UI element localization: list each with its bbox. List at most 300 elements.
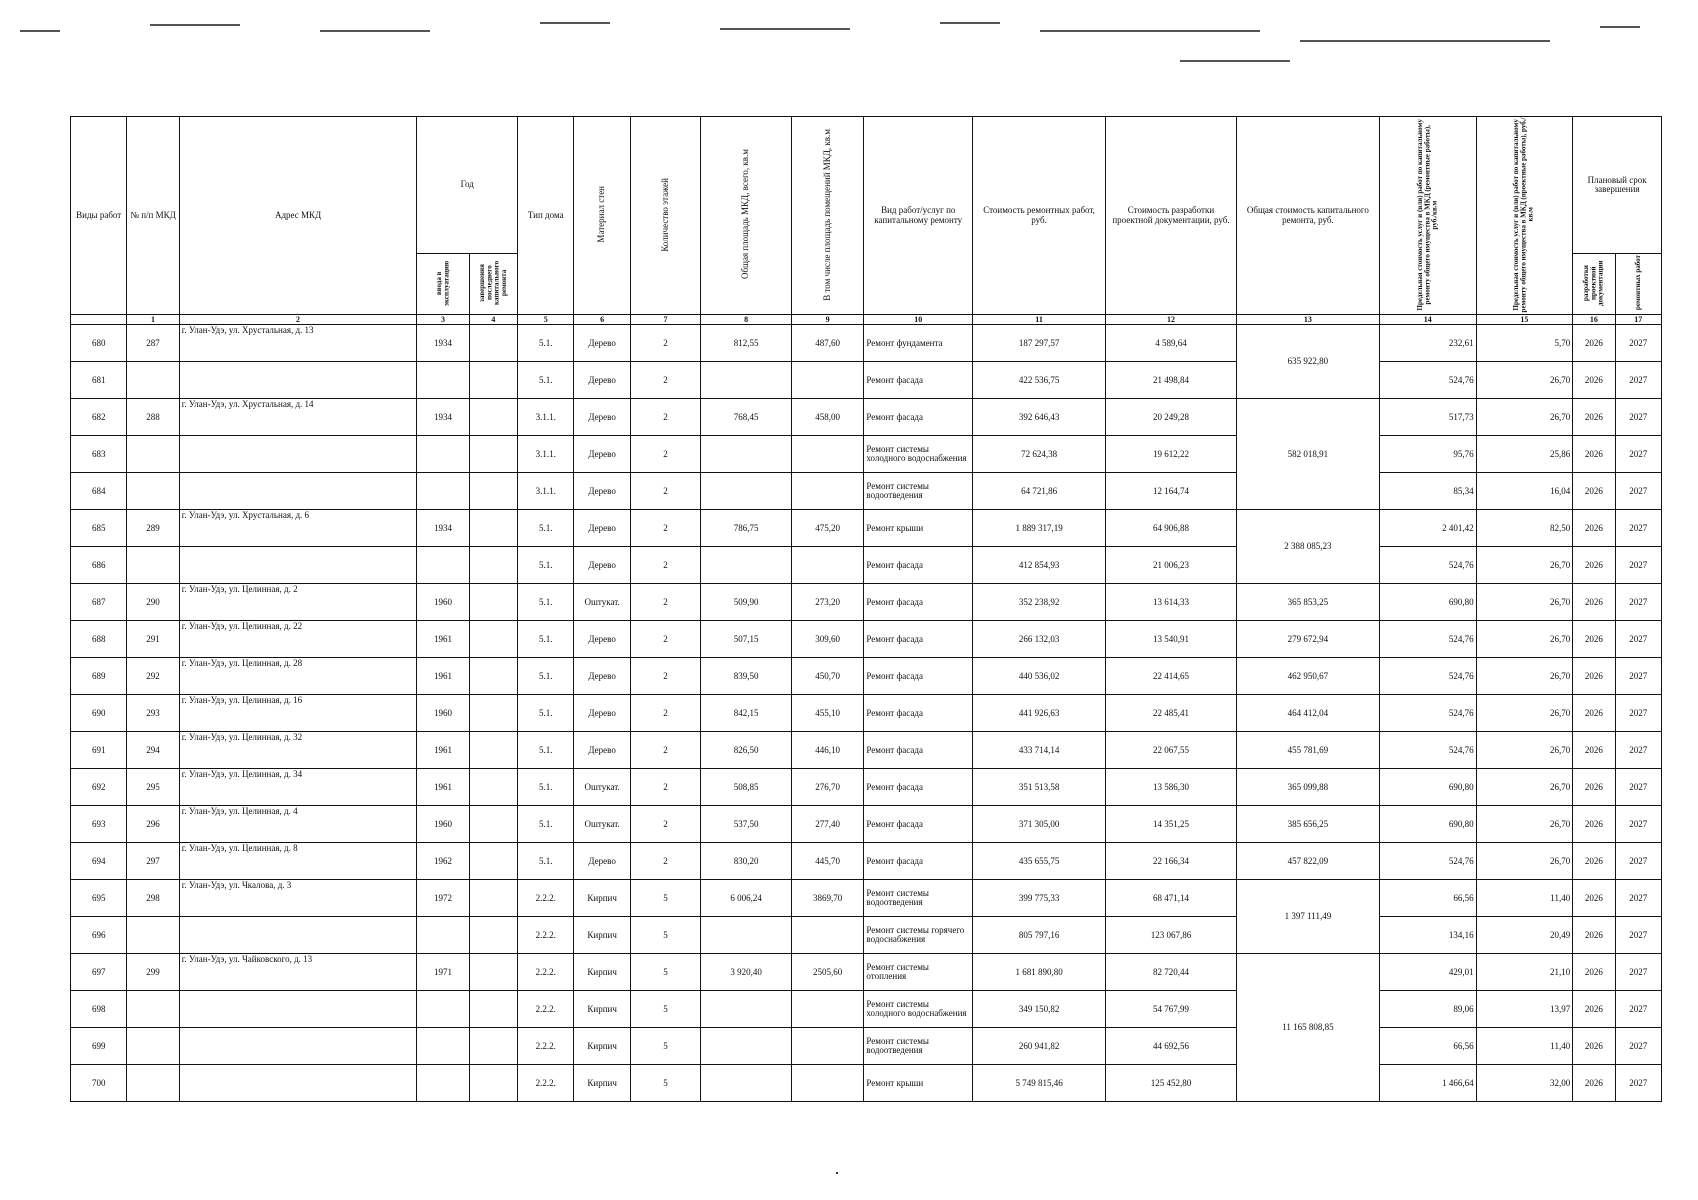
column-number: 8	[701, 315, 792, 325]
cell-year-last-repair	[469, 695, 517, 732]
cell-limit-repair: 524,76	[1379, 621, 1476, 658]
cell-work-type: Ремонт системы водоотведения	[864, 1028, 973, 1065]
cell-address: г. Улан-Удэ, ул. Целинная, д. 28	[179, 658, 417, 695]
cell-plan-repair: 2027	[1615, 806, 1662, 843]
cell-address	[179, 436, 417, 473]
cell-plan-repair: 2027	[1615, 732, 1662, 769]
table-row	[71, 584, 1662, 621]
cell-year-last-repair	[469, 1065, 517, 1102]
col-header-house-type: Тип дома	[518, 117, 574, 315]
cell-house-type: 5.1.	[518, 769, 574, 806]
cell-nom-mkd	[127, 991, 179, 1028]
col-header-year: Год	[417, 117, 518, 254]
cell-address	[179, 991, 417, 1028]
cell-year-commission: 1971	[417, 954, 469, 991]
column-number: 7	[630, 315, 700, 325]
cell-vid-rabot: 697	[71, 954, 127, 991]
column-number: 13	[1236, 315, 1379, 325]
cell-limit-design: 26,70	[1476, 806, 1573, 843]
cell-vid-rabot: 684	[71, 473, 127, 510]
cell-year-commission: 1960	[417, 695, 469, 732]
cell-total-cost: 582 018,91	[1236, 399, 1379, 510]
cell-design-cost: 20 249,28	[1106, 399, 1237, 436]
cell-wall-material: Оштукат.	[574, 806, 630, 843]
cell-year-commission	[417, 991, 469, 1028]
cell-plan-design: 2026	[1573, 584, 1615, 621]
cell-floors: 5	[630, 1028, 700, 1065]
cell-floors: 5	[630, 954, 700, 991]
cell-total-area	[701, 1065, 792, 1102]
cell-year-commission: 1934	[417, 399, 469, 436]
cell-vid-rabot: 680	[71, 325, 127, 362]
cell-total-area	[701, 1028, 792, 1065]
cell-house-type: 5.1.	[518, 732, 574, 769]
cell-total-area: 537,50	[701, 806, 792, 843]
cell-design-cost: 22 166,34	[1106, 843, 1237, 880]
cell-design-cost: 13 586,30	[1106, 769, 1237, 806]
cell-plan-design: 2026	[1573, 510, 1615, 547]
cell-total-cost: 635 922,80	[1236, 325, 1379, 399]
cell-premises-area: 3869,70	[791, 880, 863, 917]
table-row	[71, 695, 1662, 732]
cell-premises-area	[791, 473, 863, 510]
cell-limit-design: 26,70	[1476, 769, 1573, 806]
cell-limit-design: 26,70	[1476, 732, 1573, 769]
cell-plan-repair: 2027	[1615, 695, 1662, 732]
cell-plan-repair: 2027	[1615, 1065, 1662, 1102]
cell-vid-rabot: 693	[71, 806, 127, 843]
cell-plan-repair: 2027	[1615, 1028, 1662, 1065]
cell-plan-repair: 2027	[1615, 436, 1662, 473]
cell-house-type: 3.1.1.	[518, 399, 574, 436]
cell-year-commission: 1961	[417, 658, 469, 695]
cell-total-area: 812,55	[701, 325, 792, 362]
cell-total-area	[701, 547, 792, 584]
scan-header-noise	[0, 0, 1698, 80]
cell-house-type: 2.2.2.	[518, 1028, 574, 1065]
cell-limit-repair: 134,16	[1379, 917, 1476, 954]
cell-premises-area	[791, 362, 863, 399]
cell-premises-area: 2505,60	[791, 954, 863, 991]
cell-nom-mkd: 291	[127, 621, 179, 658]
cell-vid-rabot: 687	[71, 584, 127, 621]
cell-house-type: 2.2.2.	[518, 954, 574, 991]
cell-floors: 2	[630, 695, 700, 732]
cell-address: г. Улан-Удэ, ул. Целинная, д. 4	[179, 806, 417, 843]
cell-total-cost: 462 950,67	[1236, 658, 1379, 695]
cell-year-commission: 1961	[417, 769, 469, 806]
table-row	[71, 917, 1662, 954]
cell-total-area: 786,75	[701, 510, 792, 547]
cell-plan-repair: 2027	[1615, 473, 1662, 510]
cell-nom-mkd: 299	[127, 954, 179, 991]
cell-year-last-repair	[469, 991, 517, 1028]
col-header-plan-term: Плановый срок завершения	[1573, 117, 1662, 254]
cell-total-area: 768,45	[701, 399, 792, 436]
cell-wall-material: Дерево	[574, 362, 630, 399]
cell-wall-material: Кирпич	[574, 880, 630, 917]
cell-work-type: Ремонт системы холодного водоснабжения	[864, 436, 973, 473]
col-header-plan-repair: ремонтных работ	[1615, 254, 1662, 315]
cell-year-commission	[417, 362, 469, 399]
cell-total-cost: 11 165 808,85	[1236, 954, 1379, 1102]
cell-year-commission: 1972	[417, 880, 469, 917]
col-header-nom-mkd: № п/п МКД	[127, 117, 179, 315]
cell-nom-mkd: 292	[127, 658, 179, 695]
cell-repair-cost: 72 624,38	[973, 436, 1106, 473]
cell-repair-cost: 433 714,14	[973, 732, 1106, 769]
cell-plan-design: 2026	[1573, 880, 1615, 917]
cell-limit-repair: 524,76	[1379, 547, 1476, 584]
cell-repair-cost: 441 926,63	[973, 695, 1106, 732]
column-number: 15	[1476, 315, 1573, 325]
cell-house-type: 2.2.2.	[518, 991, 574, 1028]
cell-premises-area: 455,10	[791, 695, 863, 732]
cell-floors: 2	[630, 732, 700, 769]
cell-plan-repair: 2027	[1615, 621, 1662, 658]
cell-total-area: 839,50	[701, 658, 792, 695]
cell-total-area	[701, 436, 792, 473]
table-row	[71, 547, 1662, 584]
cell-total-area	[701, 991, 792, 1028]
cell-work-type: Ремонт фундамента	[864, 325, 973, 362]
cell-floors: 5	[630, 1065, 700, 1102]
cell-nom-mkd: 298	[127, 880, 179, 917]
cell-address: г. Улан-Удэ, ул. Целинная, д. 16	[179, 695, 417, 732]
cell-vid-rabot: 689	[71, 658, 127, 695]
cell-nom-mkd: 287	[127, 325, 179, 362]
cell-wall-material: Кирпич	[574, 1028, 630, 1065]
cell-vid-rabot: 692	[71, 769, 127, 806]
cell-wall-material: Оштукат.	[574, 584, 630, 621]
cell-design-cost: 82 720,44	[1106, 954, 1237, 991]
cell-limit-repair: 2 401,42	[1379, 510, 1476, 547]
cell-floors: 2	[630, 399, 700, 436]
cell-work-type: Ремонт системы водоотведения	[864, 880, 973, 917]
column-number: 2	[179, 315, 417, 325]
cell-house-type: 2.2.2.	[518, 880, 574, 917]
cell-design-cost: 13 614,33	[1106, 584, 1237, 621]
cell-house-type: 5.1.	[518, 695, 574, 732]
cell-address	[179, 917, 417, 954]
cell-address	[179, 547, 417, 584]
cell-premises-area: 276,70	[791, 769, 863, 806]
cell-wall-material: Дерево	[574, 621, 630, 658]
cell-limit-repair: 690,80	[1379, 806, 1476, 843]
cell-floors: 2	[630, 325, 700, 362]
col-header-plan-design: разработки проектной документации	[1573, 254, 1615, 315]
cell-nom-mkd: 293	[127, 695, 179, 732]
cell-design-cost: 14 351,25	[1106, 806, 1237, 843]
col-header-limit-repair: Предельная стоимость услуг и (или) работ по капитальному ремонту общего имущества в МКД (ремонтные работы), руб./кв.м	[1379, 117, 1476, 315]
cell-nom-mkd	[127, 917, 179, 954]
cell-house-type: 5.1.	[518, 362, 574, 399]
cell-design-cost: 12 164,74	[1106, 473, 1237, 510]
scan-dot	[836, 1172, 838, 1174]
cell-limit-design: 11,40	[1476, 1028, 1573, 1065]
cell-house-type: 5.1.	[518, 658, 574, 695]
cell-year-commission: 1960	[417, 584, 469, 621]
cell-plan-repair: 2027	[1615, 510, 1662, 547]
cell-wall-material: Дерево	[574, 732, 630, 769]
cell-total-cost: 2 388 085,23	[1236, 510, 1379, 584]
cell-wall-material: Дерево	[574, 325, 630, 362]
cell-wall-material: Дерево	[574, 658, 630, 695]
cell-nom-mkd	[127, 1065, 179, 1102]
cell-total-area	[701, 917, 792, 954]
column-number: 12	[1106, 315, 1237, 325]
col-header-address: Адрес МКД	[179, 117, 417, 315]
cell-premises-area	[791, 1028, 863, 1065]
cell-premises-area	[791, 1065, 863, 1102]
cell-limit-design: 21,10	[1476, 954, 1573, 991]
column-number: 4	[469, 315, 517, 325]
col-header-year-last-repair: завершения последнего капитального ремонта	[469, 254, 517, 315]
cell-year-last-repair	[469, 806, 517, 843]
cell-total-cost: 365 853,25	[1236, 584, 1379, 621]
cell-address	[179, 1028, 417, 1065]
cell-limit-design: 26,70	[1476, 621, 1573, 658]
cell-premises-area: 446,10	[791, 732, 863, 769]
table-row	[71, 991, 1662, 1028]
table-row	[71, 732, 1662, 769]
cell-house-type: 5.1.	[518, 547, 574, 584]
cell-house-type: 5.1.	[518, 510, 574, 547]
cell-nom-mkd	[127, 362, 179, 399]
cell-plan-repair: 2027	[1615, 584, 1662, 621]
cell-vid-rabot: 686	[71, 547, 127, 584]
cell-floors: 2	[630, 584, 700, 621]
table-row	[71, 954, 1662, 991]
cell-floors: 2	[630, 362, 700, 399]
column-number: 5	[518, 315, 574, 325]
cell-year-last-repair	[469, 621, 517, 658]
cell-wall-material: Оштукат.	[574, 769, 630, 806]
cell-design-cost: 22 485,41	[1106, 695, 1237, 732]
table-row	[71, 1028, 1662, 1065]
cell-address	[179, 1065, 417, 1102]
cell-repair-cost: 187 297,57	[973, 325, 1106, 362]
cell-limit-design: 25,86	[1476, 436, 1573, 473]
cell-limit-repair: 66,56	[1379, 1028, 1476, 1065]
cell-plan-design: 2026	[1573, 843, 1615, 880]
cell-wall-material: Дерево	[574, 843, 630, 880]
cell-wall-material: Дерево	[574, 695, 630, 732]
cell-repair-cost: 349 150,82	[973, 991, 1106, 1028]
cell-limit-design: 26,70	[1476, 399, 1573, 436]
table-row	[71, 658, 1662, 695]
cell-design-cost: 123 067,86	[1106, 917, 1237, 954]
cell-vid-rabot: 698	[71, 991, 127, 1028]
cell-limit-repair: 89,06	[1379, 991, 1476, 1028]
cell-year-commission	[417, 917, 469, 954]
cell-limit-design: 13,97	[1476, 991, 1573, 1028]
cell-vid-rabot: 688	[71, 621, 127, 658]
cell-vid-rabot: 683	[71, 436, 127, 473]
cell-design-cost: 22 414,65	[1106, 658, 1237, 695]
column-number-row	[71, 315, 1662, 325]
cell-address: г. Улан-Удэ, ул. Целинная, д. 2	[179, 584, 417, 621]
cell-repair-cost: 371 305,00	[973, 806, 1106, 843]
cell-year-commission	[417, 1065, 469, 1102]
cell-wall-material: Дерево	[574, 399, 630, 436]
cell-year-last-repair	[469, 547, 517, 584]
cell-limit-design: 26,70	[1476, 843, 1573, 880]
cell-premises-area: 277,40	[791, 806, 863, 843]
cell-nom-mkd: 297	[127, 843, 179, 880]
table-row	[71, 843, 1662, 880]
cell-design-cost: 13 540,91	[1106, 621, 1237, 658]
cell-year-last-repair	[469, 843, 517, 880]
cell-limit-repair: 524,76	[1379, 362, 1476, 399]
cell-vid-rabot: 694	[71, 843, 127, 880]
cell-address: г. Улан-Удэ, ул. Целинная, д. 34	[179, 769, 417, 806]
cell-work-type: Ремонт системы холодного водоснабжения	[864, 991, 973, 1028]
cell-limit-design: 5,70	[1476, 325, 1573, 362]
cell-premises-area: 475,20	[791, 510, 863, 547]
cell-year-commission	[417, 436, 469, 473]
cell-year-commission: 1961	[417, 621, 469, 658]
cell-repair-cost: 805 797,16	[973, 917, 1106, 954]
cell-repair-cost: 392 646,43	[973, 399, 1106, 436]
cell-total-cost: 385 656,25	[1236, 806, 1379, 843]
cell-premises-area: 309,60	[791, 621, 863, 658]
cell-limit-repair: 524,76	[1379, 732, 1476, 769]
column-number: 9	[791, 315, 863, 325]
col-header-design-cost: Стоимость разработки проектной документации, руб.	[1106, 117, 1237, 315]
cell-plan-repair: 2027	[1615, 917, 1662, 954]
cell-total-area	[701, 362, 792, 399]
cell-limit-design: 16,04	[1476, 473, 1573, 510]
table-row	[71, 1065, 1662, 1102]
cell-work-type: Ремонт крыши	[864, 510, 973, 547]
cell-total-area: 507,15	[701, 621, 792, 658]
cell-limit-design: 26,70	[1476, 362, 1573, 399]
cell-limit-design: 11,40	[1476, 880, 1573, 917]
cell-floors: 2	[630, 769, 700, 806]
column-number-blank	[71, 315, 127, 325]
cell-repair-cost: 435 655,75	[973, 843, 1106, 880]
cell-premises-area: 273,20	[791, 584, 863, 621]
cell-vid-rabot: 681	[71, 362, 127, 399]
cell-house-type: 2.2.2.	[518, 1065, 574, 1102]
cell-total-cost: 464 412,04	[1236, 695, 1379, 732]
cell-address: г. Улан-Удэ, ул. Целинная, д. 8	[179, 843, 417, 880]
cell-nom-mkd: 295	[127, 769, 179, 806]
cell-total-area: 3 920,40	[701, 954, 792, 991]
cell-plan-repair: 2027	[1615, 325, 1662, 362]
cell-plan-design: 2026	[1573, 769, 1615, 806]
cell-repair-cost: 1 681 890,80	[973, 954, 1106, 991]
cell-premises-area: 450,70	[791, 658, 863, 695]
column-number: 11	[973, 315, 1106, 325]
cell-floors: 2	[630, 806, 700, 843]
cell-design-cost: 54 767,99	[1106, 991, 1237, 1028]
cell-vid-rabot: 685	[71, 510, 127, 547]
cell-wall-material: Кирпич	[574, 954, 630, 991]
col-header-floors: Количество этажей	[630, 117, 700, 315]
cell-repair-cost: 422 536,75	[973, 362, 1106, 399]
cell-nom-mkd	[127, 547, 179, 584]
cell-total-area: 826,50	[701, 732, 792, 769]
cell-limit-design: 32,00	[1476, 1065, 1573, 1102]
cell-repair-cost: 1 889 317,19	[973, 510, 1106, 547]
cell-nom-mkd: 288	[127, 399, 179, 436]
cell-year-last-repair	[469, 473, 517, 510]
cell-work-type: Ремонт фасада	[864, 621, 973, 658]
cell-wall-material: Дерево	[574, 436, 630, 473]
column-number: 14	[1379, 315, 1476, 325]
cell-repair-cost: 412 854,93	[973, 547, 1106, 584]
cell-limit-repair: 524,76	[1379, 695, 1476, 732]
cell-repair-cost: 351 513,58	[973, 769, 1106, 806]
cell-total-cost: 457 822,09	[1236, 843, 1379, 880]
cell-premises-area	[791, 436, 863, 473]
cell-year-last-repair	[469, 732, 517, 769]
cell-vid-rabot: 696	[71, 917, 127, 954]
cell-design-cost: 21 006,23	[1106, 547, 1237, 584]
cell-floors: 2	[630, 473, 700, 510]
cell-year-last-repair	[469, 658, 517, 695]
cell-plan-repair: 2027	[1615, 991, 1662, 1028]
cell-design-cost: 64 906,88	[1106, 510, 1237, 547]
cell-vid-rabot: 695	[71, 880, 127, 917]
cell-work-type: Ремонт фасада	[864, 658, 973, 695]
cell-wall-material: Дерево	[574, 510, 630, 547]
cell-house-type: 2.2.2.	[518, 917, 574, 954]
cell-floors: 2	[630, 510, 700, 547]
cell-nom-mkd: 289	[127, 510, 179, 547]
col-header-work-type: Вид работ/услуг по капитальному ремонту	[864, 117, 973, 315]
cell-wall-material: Дерево	[574, 473, 630, 510]
col-header-total-area: Общая площадь МКД, всего, кв.м	[701, 117, 792, 315]
cell-design-cost: 44 692,56	[1106, 1028, 1237, 1065]
cell-plan-repair: 2027	[1615, 880, 1662, 917]
cell-work-type: Ремонт фасада	[864, 769, 973, 806]
cell-year-last-repair	[469, 325, 517, 362]
cell-limit-repair: 690,80	[1379, 584, 1476, 621]
cell-floors: 2	[630, 621, 700, 658]
cell-floors: 5	[630, 917, 700, 954]
cell-repair-cost: 5 749 815,46	[973, 1065, 1106, 1102]
cell-repair-cost: 399 775,33	[973, 880, 1106, 917]
cell-wall-material: Дерево	[574, 547, 630, 584]
cell-house-type: 3.1.1.	[518, 473, 574, 510]
table-row	[71, 436, 1662, 473]
cell-nom-mkd	[127, 473, 179, 510]
cell-work-type: Ремонт фасада	[864, 843, 973, 880]
cell-limit-design: 26,70	[1476, 658, 1573, 695]
cell-plan-design: 2026	[1573, 325, 1615, 362]
table-row	[71, 399, 1662, 436]
cell-premises-area	[791, 547, 863, 584]
cell-total-area: 842,15	[701, 695, 792, 732]
cell-address: г. Улан-Удэ, ул. Целинная, д. 32	[179, 732, 417, 769]
column-number: 17	[1615, 315, 1662, 325]
table-row	[71, 510, 1662, 547]
cell-nom-mkd	[127, 436, 179, 473]
cell-plan-design: 2026	[1573, 1028, 1615, 1065]
cell-floors: 5	[630, 991, 700, 1028]
cell-total-cost: 279 672,94	[1236, 621, 1379, 658]
column-number: 6	[574, 315, 630, 325]
cell-plan-repair: 2027	[1615, 399, 1662, 436]
cell-work-type: Ремонт системы горячего водоснабжения	[864, 917, 973, 954]
cell-plan-design: 2026	[1573, 806, 1615, 843]
cell-nom-mkd: 290	[127, 584, 179, 621]
cell-plan-repair: 2027	[1615, 843, 1662, 880]
col-header-total-cost: Общая стоимость капитального ремонта, руб.	[1236, 117, 1379, 315]
